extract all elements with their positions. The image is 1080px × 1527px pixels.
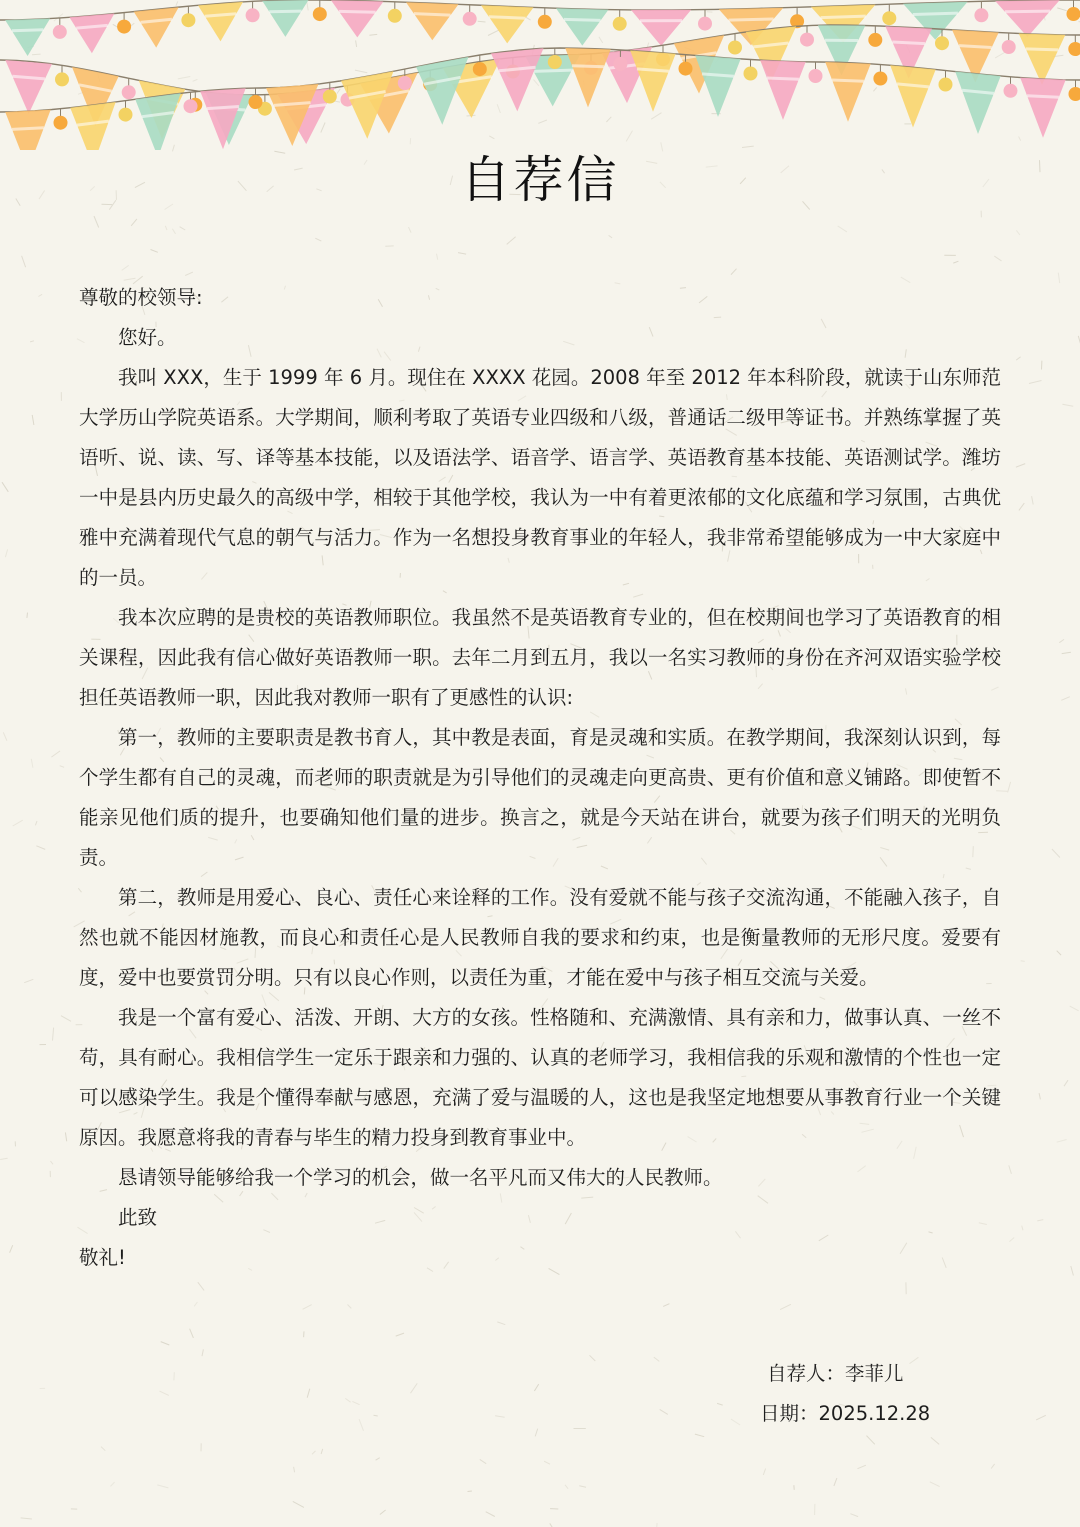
greeting: 尊敬的校领导: [79, 286, 203, 309]
letter-date: 日期：2025.12.28 [760, 1402, 931, 1425]
paragraph-personality: 我是一个富有爱心、活泼、开朗、大方的女孩。性格随和、充满激情、具有亲和力，做事认真、一丝不苟，具有耐心。我相信学生一定乐于跟亲和力强的、认真的老师学习，我相信我的乐观和激情的个性也一定可以感染学生。我是个懂得奉献与感恩，充满了爱与温暖的人，这也是我坚定地想要从事教育行业一个关键原因。我愿意将我的青春与毕生的精力投身到教育事业中。 [79, 1006, 1001, 1149]
paragraph-cizhi: 此致 [118, 1206, 158, 1229]
letter-title: 自荐信 [460, 151, 620, 209]
closing-salute: 敬礼! [79, 1246, 126, 1269]
letter-body [79, 278, 1001, 1278]
bunting-decoration [0, 0, 1080, 150]
paragraph-hello: 您好。 [118, 326, 177, 349]
paragraph-request: 恳请领导能够给我一个学习的机会，做一名平凡而又伟大的人民教师。 [118, 1166, 723, 1189]
signer-name: 自荐人：李菲儿 [767, 1362, 904, 1385]
paragraph-point-one: 第一，教师的主要职责是教书育人，其中教是表面，育是灵魂和实质。在教学期间，我深刻认识到，每个学生都有自己的灵魂，而老师的职责就是为引导他们的灵魂走向更高贵、更有价值和意义铺路。即使暂不能亲见他们质的提升，也要确知他们量的进步。换言之，就是今天站在讲台，就要为孩子们明天的光明负责。 [79, 726, 1001, 869]
paragraph-position: 我本次应聘的是贵校的英语教师职位。我虽然不是英语教育专业的，但在校期间也学习了英语教育的相关课程，因此我有信心做好英语教师一职。去年二月到五月，我以一名实习教师的身份在齐河双语实验学校担任英语教师一职，因此我对教师一职有了更感性的认识: [79, 606, 1001, 709]
paragraph-intro: 我叫 XXX，生于 1999 年 6 月。现住在 XXXX 花园。2008 年至 2012 年本科阶段，就读于山东师范大学历山学院英语系。大学期间，顺利考取了英语专业四级和八级，普通话二级甲等证书。并熟练掌握了英语听、说、读、写、译等基本技能，以及语法学、语音学、语言学、英语教育基本技能、英语测试学。潍坊一中是县内历史最久的高级中学，相较于其他学校，我认为一中有着更浓郁的文化底蕴和学习氛围，古典优雅中充满着现代气息的朝气与活力。作为一名想投身教育事业的年轻人，我非常希望能够成为一中大家庭中的一员。 [79, 366, 1001, 589]
paragraph-point-two: 第二，教师是用爱心、良心、责任心来诠释的工作。没有爱就不能与孩子交流沟通，不能融入孩子，自然也就不能因材施教，而良心和责任心是人民教师自我的要求和约束，也是衡量教师的无形尺度。爱要有度，爱中也要赏罚分明。只有以良心作则，以责任为重，才能在爱中与孩子相互交流与关爱。 [79, 886, 1001, 989]
signature-block [760, 1354, 930, 1434]
